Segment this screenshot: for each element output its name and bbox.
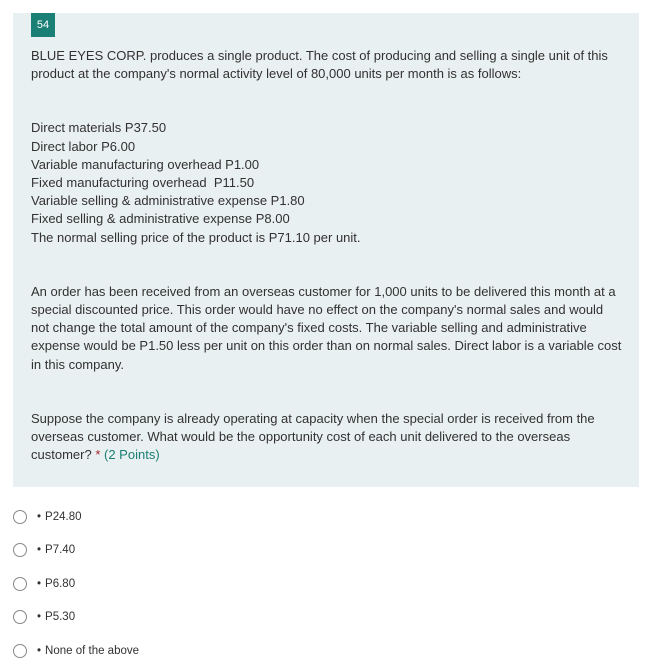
- question-number-badge: 54: [31, 13, 55, 37]
- cost-line-direct-labor: Direct labor P6.00: [31, 138, 136, 154]
- option-p6-80[interactable]: [13, 567, 613, 601]
- cost-line-direct-materials: Direct materials P37.50: [31, 120, 167, 136]
- option-label: P7.40: [45, 544, 76, 557]
- cost-line-selling-price: The normal selling price of the product is P71.10 per unit.: [31, 229, 361, 245]
- bullet-icon: •: [37, 644, 42, 657]
- cost-line-variable-selling: Variable selling & administrative expense P1.80: [31, 193, 305, 209]
- radio-button[interactable]: [13, 610, 27, 624]
- radio-button[interactable]: [13, 510, 27, 524]
- option-p5-30[interactable]: [13, 601, 613, 635]
- bullet-icon: •: [37, 577, 42, 590]
- option-label: P5.30: [45, 611, 76, 624]
- question-body: [31, 47, 623, 464]
- question-intro: BLUE EYES CORP. produces a single product. The cost of producing and selling a single unit of this product at the company's normal activity level of 80,000 units per month is as follows:: [31, 48, 608, 82]
- option-p7-40[interactable]: [13, 534, 613, 568]
- order-paragraph: An order has been received from an overseas customer for 1,000 units to be delivered this month at a special discounted price. This order would have no effect on the company's normal sales and would not change the total amount of the company's fixed costs. The variable selling and administrative expense would be P1.50 less per unit on this order than on normal sales. Direct labor is a variable cost in this company.: [31, 283, 622, 372]
- question-prompt: [31, 410, 623, 465]
- radio-button[interactable]: [13, 644, 27, 658]
- cost-line-fixed-selling: Fixed selling & administrative expense P8.00: [31, 211, 290, 227]
- option-label: None of the above: [45, 644, 140, 657]
- cost-line-fixed-overhead: Fixed manufacturing overhead P11.50: [31, 175, 255, 191]
- question-card: [13, 13, 639, 487]
- bullet-icon: •: [37, 611, 42, 624]
- option-p24-80[interactable]: [13, 500, 613, 534]
- points-label: (2 Points): [104, 447, 160, 463]
- radio-button[interactable]: [13, 577, 27, 591]
- bullet-icon: •: [37, 544, 42, 557]
- answer-options: [13, 500, 613, 668]
- radio-button[interactable]: [13, 543, 27, 557]
- required-marker: *: [95, 447, 101, 463]
- option-label: P6.80: [45, 577, 76, 590]
- option-none-of-the-above[interactable]: [13, 634, 613, 668]
- option-label: P24.80: [45, 510, 82, 523]
- bullet-icon: •: [37, 510, 42, 523]
- question-prompt-text: Suppose the company is already operating at capacity when the special order is received from the overseas customer. What would be the opportunity cost of each unit delivered to the overseas customer?: [31, 410, 595, 463]
- cost-line-variable-overhead: Variable manufacturing overhead P1.00: [31, 156, 260, 172]
